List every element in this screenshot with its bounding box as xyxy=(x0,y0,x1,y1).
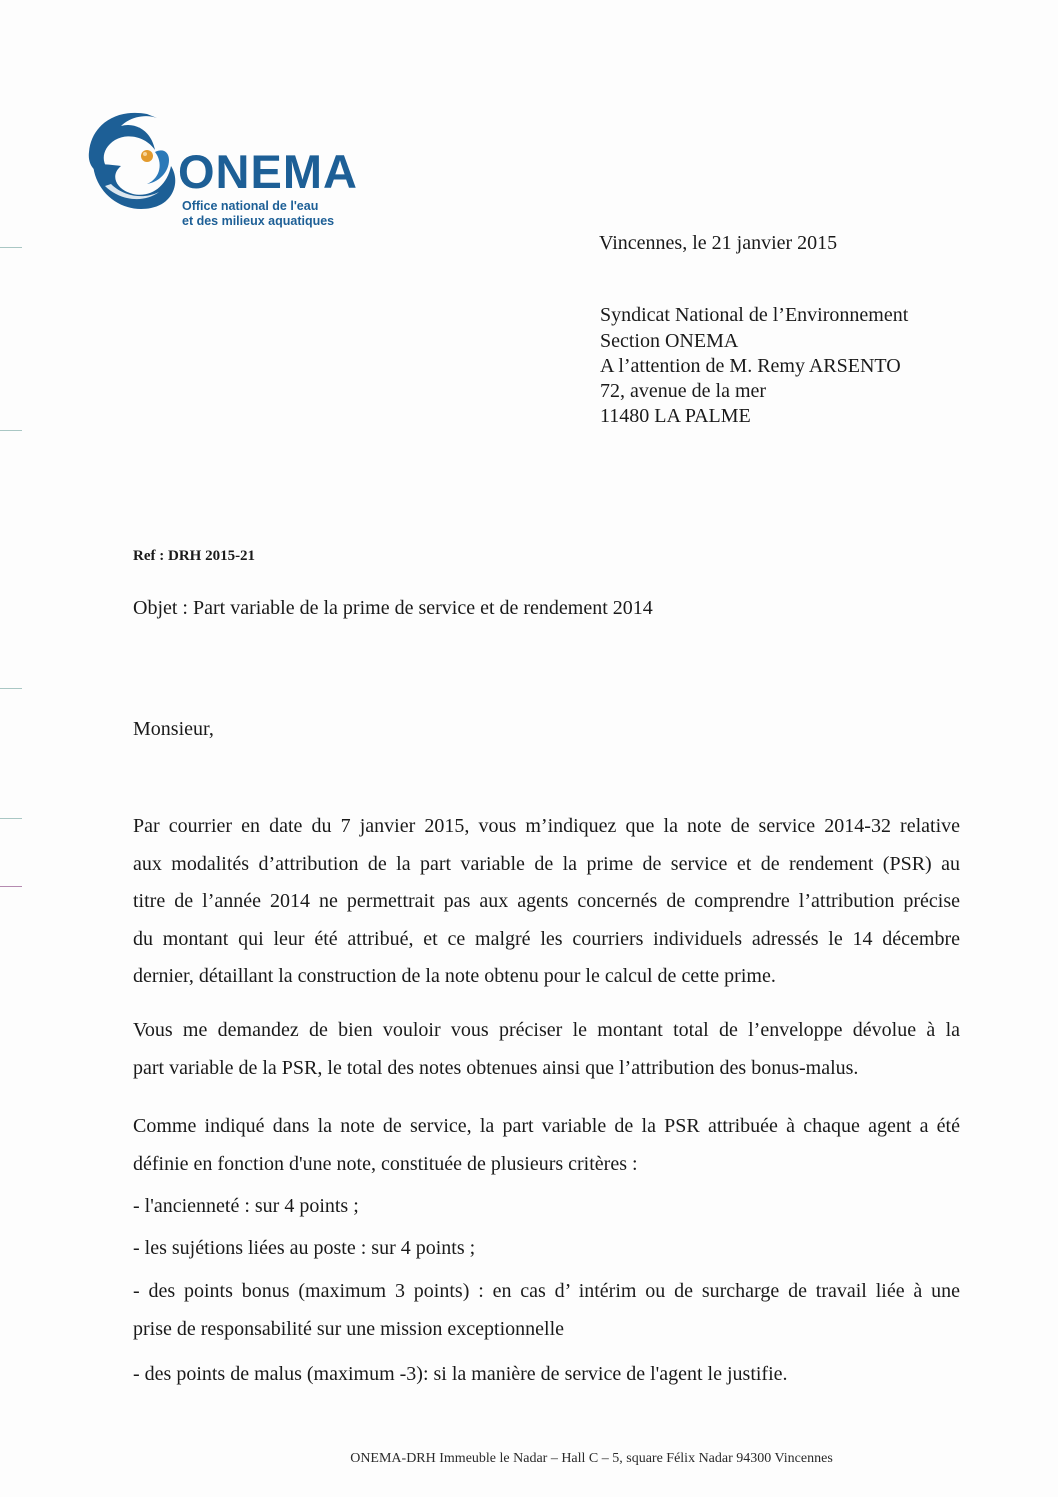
list-item xyxy=(133,1273,960,1348)
body-paragraph xyxy=(133,808,960,996)
logo-subtitle: et des milieux aquatiques xyxy=(182,214,335,228)
list-item: - les sujétions liées au poste : sur 4 points ; xyxy=(133,1237,476,1259)
body-paragraph xyxy=(133,1108,960,1183)
paragraph-line: définie en fonction d'une note, constituée de plusieurs critères : xyxy=(133,1152,638,1175)
paragraph-line: dernier, détaillant la construction de la note obtenu pour le calcul de cette prime. xyxy=(133,965,776,988)
paragraph-line: - des points bonus (maximum 3 points) : en cas d’ intérim ou de surcharge de travail liée à une xyxy=(133,1280,960,1302)
recipient-line: 72, avenue de la mer xyxy=(600,380,767,402)
page-footer: ONEMA-DRH Immeuble le Nadar – Hall C – 5, square Félix Nadar 94300 Vincennes xyxy=(350,1451,833,1466)
scan-mark xyxy=(0,818,22,819)
list-item: - des points de malus (maximum -3): si la manière de service de l'agent le justifie. xyxy=(133,1363,788,1385)
logo-wordmark: ONEMA xyxy=(178,145,358,198)
recipient-line: Syndicat National de l’Environnement xyxy=(600,304,909,326)
letter-date: Vincennes, le 21 janvier 2015 xyxy=(599,232,838,254)
paragraph-line: Comme indiqué dans la note de service, la part variable de la PSR attribuée à chaque agent a été xyxy=(133,1115,960,1137)
subject-line: Objet : Part variable de la prime de service et de rendement 2014 xyxy=(133,597,653,619)
paragraph-line: Par courrier en date du 7 janvier 2015, vous m’indiquez que la note de service 2014-32 relative xyxy=(133,815,960,837)
body-paragraph xyxy=(133,1012,960,1087)
salutation: Monsieur, xyxy=(133,718,214,740)
scan-mark xyxy=(0,688,22,689)
paragraph-line: du montant qui leur été attribué, et ce malgré les courriers individuels adressés le 14 décembre xyxy=(133,927,960,950)
logo-subtitle: Office national de l'eau xyxy=(182,199,319,213)
onema-logo xyxy=(85,108,385,233)
recipient-line: A l’attention de M. Remy ARSENTO xyxy=(600,355,901,377)
list-item: - l'ancienneté : sur 4 points ; xyxy=(133,1195,359,1217)
recipient-line: 11480 LA PALME xyxy=(600,405,751,427)
paragraph-line: prise de responsabilité sur une mission exceptionnelle xyxy=(133,1317,565,1340)
paragraph-line: part variable de la PSR, le total des notes obtenues ainsi que l’attribution des bonus-malus. xyxy=(133,1056,859,1079)
reference: Ref : DRH 2015-21 xyxy=(133,548,256,564)
paragraph-line: aux modalités d’attribution de la part variable de la prime de service et de rendement (PSR) au xyxy=(133,852,960,875)
paragraph-line: Vous me demandez de bien vouloir vous préciser le montant total de l’enveloppe dévolue à la xyxy=(133,1019,960,1041)
scan-mark xyxy=(0,886,22,887)
paragraph-line: titre de l’année 2014 ne permettrait pas aux agents concernés de comprendre l’attribution précise xyxy=(133,890,960,913)
scan-mark xyxy=(0,247,22,248)
onema-emblem-icon xyxy=(85,108,181,220)
recipient-line: Section ONEMA xyxy=(600,330,739,352)
scan-mark xyxy=(0,430,22,431)
